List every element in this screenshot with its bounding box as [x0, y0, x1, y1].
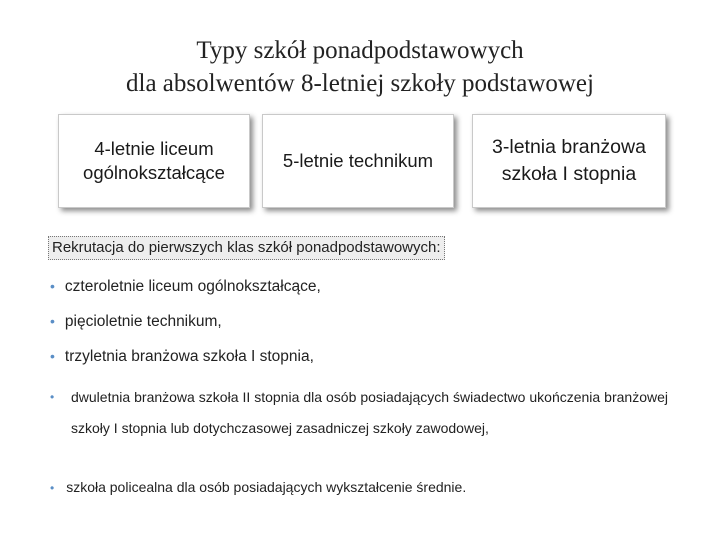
- list-item: [50, 278, 321, 296]
- title-line-1: Typy szkół ponadpodstawowych: [196, 37, 524, 64]
- list-item: [50, 382, 668, 444]
- box-liceum-line-1: 4-letnie liceum: [94, 138, 214, 159]
- bullet-icon: •: [50, 390, 55, 404]
- bullet-icon: •: [50, 348, 55, 364]
- school-type-box-branzowa: [472, 114, 666, 208]
- box-technikum-line-1: 5-letnie technikum: [282, 150, 434, 171]
- list-item-text: trzyletnia branżowa szkoła I stopnia,: [64, 348, 314, 365]
- list-item: [50, 348, 314, 366]
- title-line-2: dla absolwentów 8-letniej szkoły podstawowej: [126, 70, 594, 97]
- list-item: [50, 479, 466, 495]
- slide-title: [0, 34, 720, 100]
- box-branzowa-line-2: szkoła I stopnia: [501, 163, 637, 185]
- list-item-text: dwuletnia branżowa szkoła II stopnia dla osób posiadających świadectwo ukończenia branżowej szkoły I stopnia lub dotychczasowej zasadniczej szkoły zawodowej,: [71, 389, 668, 436]
- list-item: [50, 313, 222, 331]
- list-item-text: czteroletnie liceum ogólnokształcące,: [64, 278, 321, 295]
- list-item-text: szkoła policealna dla osób posiadających wykształcenie średnie.: [66, 479, 467, 495]
- school-type-box-technikum: [262, 114, 454, 208]
- list-item-text: pięcioletnie technikum,: [64, 313, 222, 330]
- box-branzowa-line-1: 3-letnia branżowa: [492, 136, 646, 158]
- bullet-icon: •: [50, 278, 55, 294]
- box-liceum-line-2: ogólnokształcące: [83, 162, 225, 183]
- recruitment-heading: Rekrutacja do pierwszych klas szkół ponadpodstawowych:: [48, 236, 445, 260]
- school-type-box-liceum: [58, 114, 250, 208]
- bullet-icon: •: [50, 313, 55, 329]
- bullet-icon: •: [50, 481, 55, 495]
